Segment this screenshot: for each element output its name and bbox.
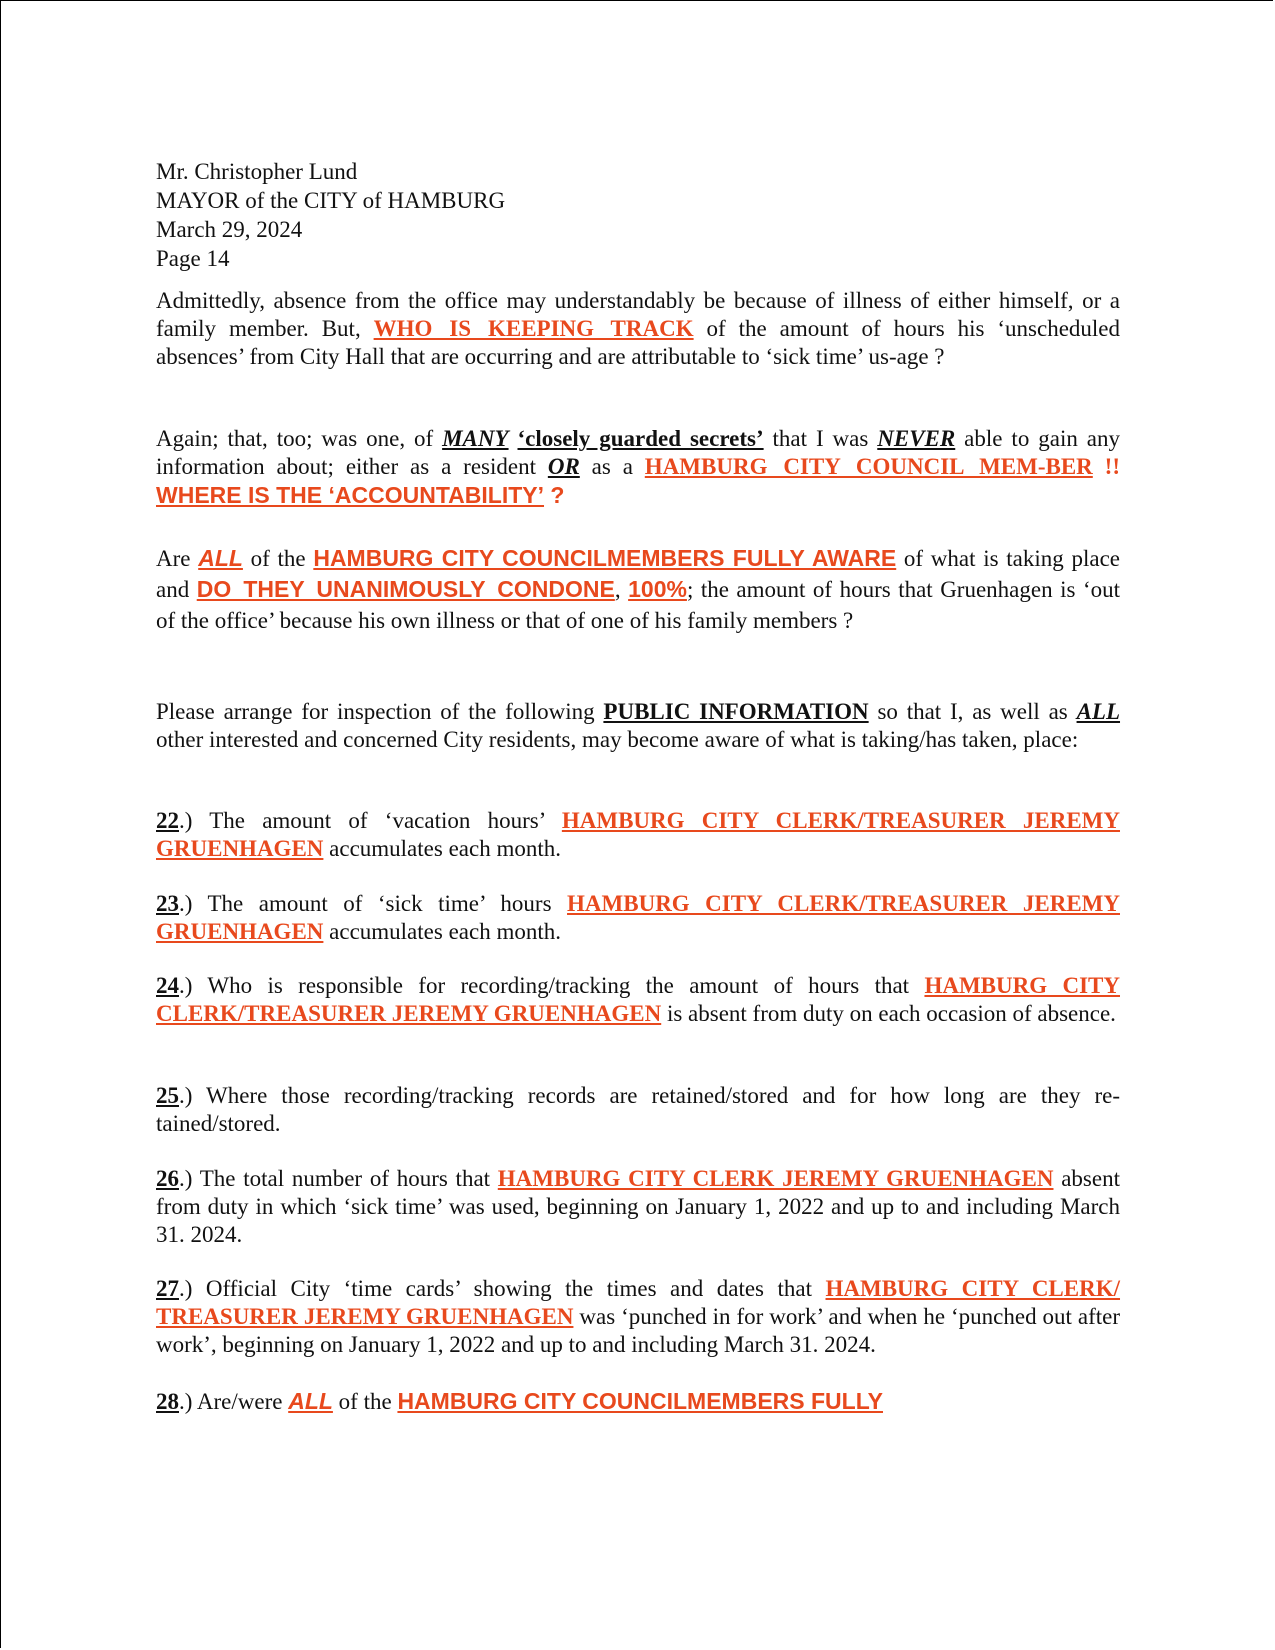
list-item-25: 25.) Where those recording/tracking records are retained/stored and for how long are they re-tained/stored. <box>156 1083 1120 1136</box>
highlight-condone: DO THEY UNANIMOUSLY CONDONE <box>196 576 615 602</box>
item-number: 22 <box>156 808 179 833</box>
highlight-keeping-track: WHO IS KEEPING TRACK <box>373 316 694 341</box>
item-number: 28 <box>156 1389 179 1414</box>
item-number: 27 <box>156 1276 179 1301</box>
highlight-council-member: HAMBURG CITY COUNCIL MEM-BER <box>644 454 1093 479</box>
paragraph-secrets: Again; that, too; was one, of MANY ‘closely guarded secrets’ that I was NEVER able to gain any information about; either as a resident OR as a HAMBURG CITY COUNCIL MEM-BER !! WHERE IS THE ‘ACCOUNTABILITY’ ? <box>156 426 1120 508</box>
list-item-22: 22.) The amount of ‘vacation hours’ HAMBURG CITY CLERK/TREASURER JEREMY GRUENHAGEN accumulates each month. <box>156 808 1120 861</box>
highlight-accountability: WHERE IS THE ‘ACCOUNTABILITY’ <box>156 482 545 508</box>
highlight-clerk: HAMBURG CITY CLERK/TREASURER JEREMY GRUENHAGEN <box>156 808 1120 861</box>
highlight-clerk: HAMBURG CITY CLERK/TREASURER JEREMY GRUENHAGEN <box>156 891 1120 944</box>
highlight-fully-aware: HAMBURG CITY COUNCILMEMBERS FULLY AWARE <box>313 545 897 571</box>
item-number: 23 <box>156 891 179 916</box>
emphasis-or: OR <box>547 454 580 479</box>
emphasis-all-residents: ALL <box>1076 699 1121 724</box>
paragraph-public-information: Please arrange for inspection of the following PUBLIC INFORMATION so that I, as well as ALL other interested and concerned City residents, may become aware of what is taking/has taken, place: <box>156 699 1121 752</box>
recipient-name: Mr. Christopher Lund <box>156 159 358 184</box>
page-number: Page 14 <box>156 246 230 271</box>
emphasis-secrets: ‘closely guarded secrets’ <box>517 426 764 451</box>
highlight-councilmembers-fully: HAMBURG CITY COUNCILMEMBERS FULLY <box>397 1388 883 1414</box>
recipient-title: MAYOR of the CITY of HAMBURG <box>156 188 506 213</box>
letter-header <box>156 157 656 273</box>
highlight-clerk: HAMBURG CITY CLERK JEREMY GRUENHAGEN <box>497 1166 1054 1191</box>
item-number: 25 <box>156 1083 179 1108</box>
list-item-24: 24.) Who is responsible for recording/tracking the amount of hours that HAMBURG CITY CLERK/TREASURER JEREMY GRUENHAGEN is absent from duty on each occasion of absence. <box>156 973 1120 1026</box>
emphasis-never: NEVER <box>877 426 956 451</box>
highlight-clerk: HAMBURG CITY CLERK/ TREASURER JEREMY GRUENHAGEN <box>156 1276 1121 1329</box>
emphasis-public-information: PUBLIC INFORMATION <box>603 699 869 724</box>
emphasis-all: ALL <box>198 545 243 571</box>
letter-date: March 29, 2024 <box>156 217 303 242</box>
paragraph-sick-time: Admittedly, absence from the office may understandably be because of illness of either himself, or a family member. But, WHO IS KEEPING TRACK of the amount of hours his ‘unscheduled absences’ from City Hall that are occurring and are attributable to ‘sick time’ us-age ? <box>156 288 1121 369</box>
list-item-23: 23.) The amount of ‘sick time’ hours HAMBURG CITY CLERK/TREASURER JEREMY GRUENHAGEN accumulates each month. <box>156 891 1120 944</box>
list-item-27: 27.) Official City ‘time cards’ showing the times and dates that HAMBURG CITY CLERK/ TREASURER JEREMY GRUENHAGEN was ‘punched in for work’ and when he ‘punched out after work’, beginning on January 1, 2022 and up to and including March 31. 2024. <box>156 1276 1121 1357</box>
highlight-clerk: HAMBURG CITY CLERK/TREASURER JEREMY GRUENHAGEN <box>156 973 1120 1026</box>
emphasis-many: MANY <box>442 426 509 451</box>
list-item-26: 26.) The total number of hours that HAMBURG CITY CLERK JEREMY GRUENHAGEN absent from duty in which ‘sick time’ was used, beginning on January 1, 2022 and up to and including March 31. 2024. <box>156 1166 1120 1247</box>
list-item-28: 28.) Are/were ALL of the HAMBURG CITY COUNCILMEMBERS FULLY <box>156 1388 883 1414</box>
item-number: 26 <box>156 1166 179 1191</box>
emphasis-all: ALL <box>288 1388 333 1414</box>
highlight-100-percent: 100% <box>628 576 687 602</box>
paragraph-councilmembers: Are ALL of the HAMBURG CITY COUNCILMEMBERS FULLY AWARE of what is taking place and DO THEY UNANIMOUSLY CONDONE, 100%; the amount of hours that Gruenhagen is ‘out of the office’ because his own illness or that of one of his family members ? <box>156 545 1121 633</box>
item-number: 24 <box>156 973 179 998</box>
